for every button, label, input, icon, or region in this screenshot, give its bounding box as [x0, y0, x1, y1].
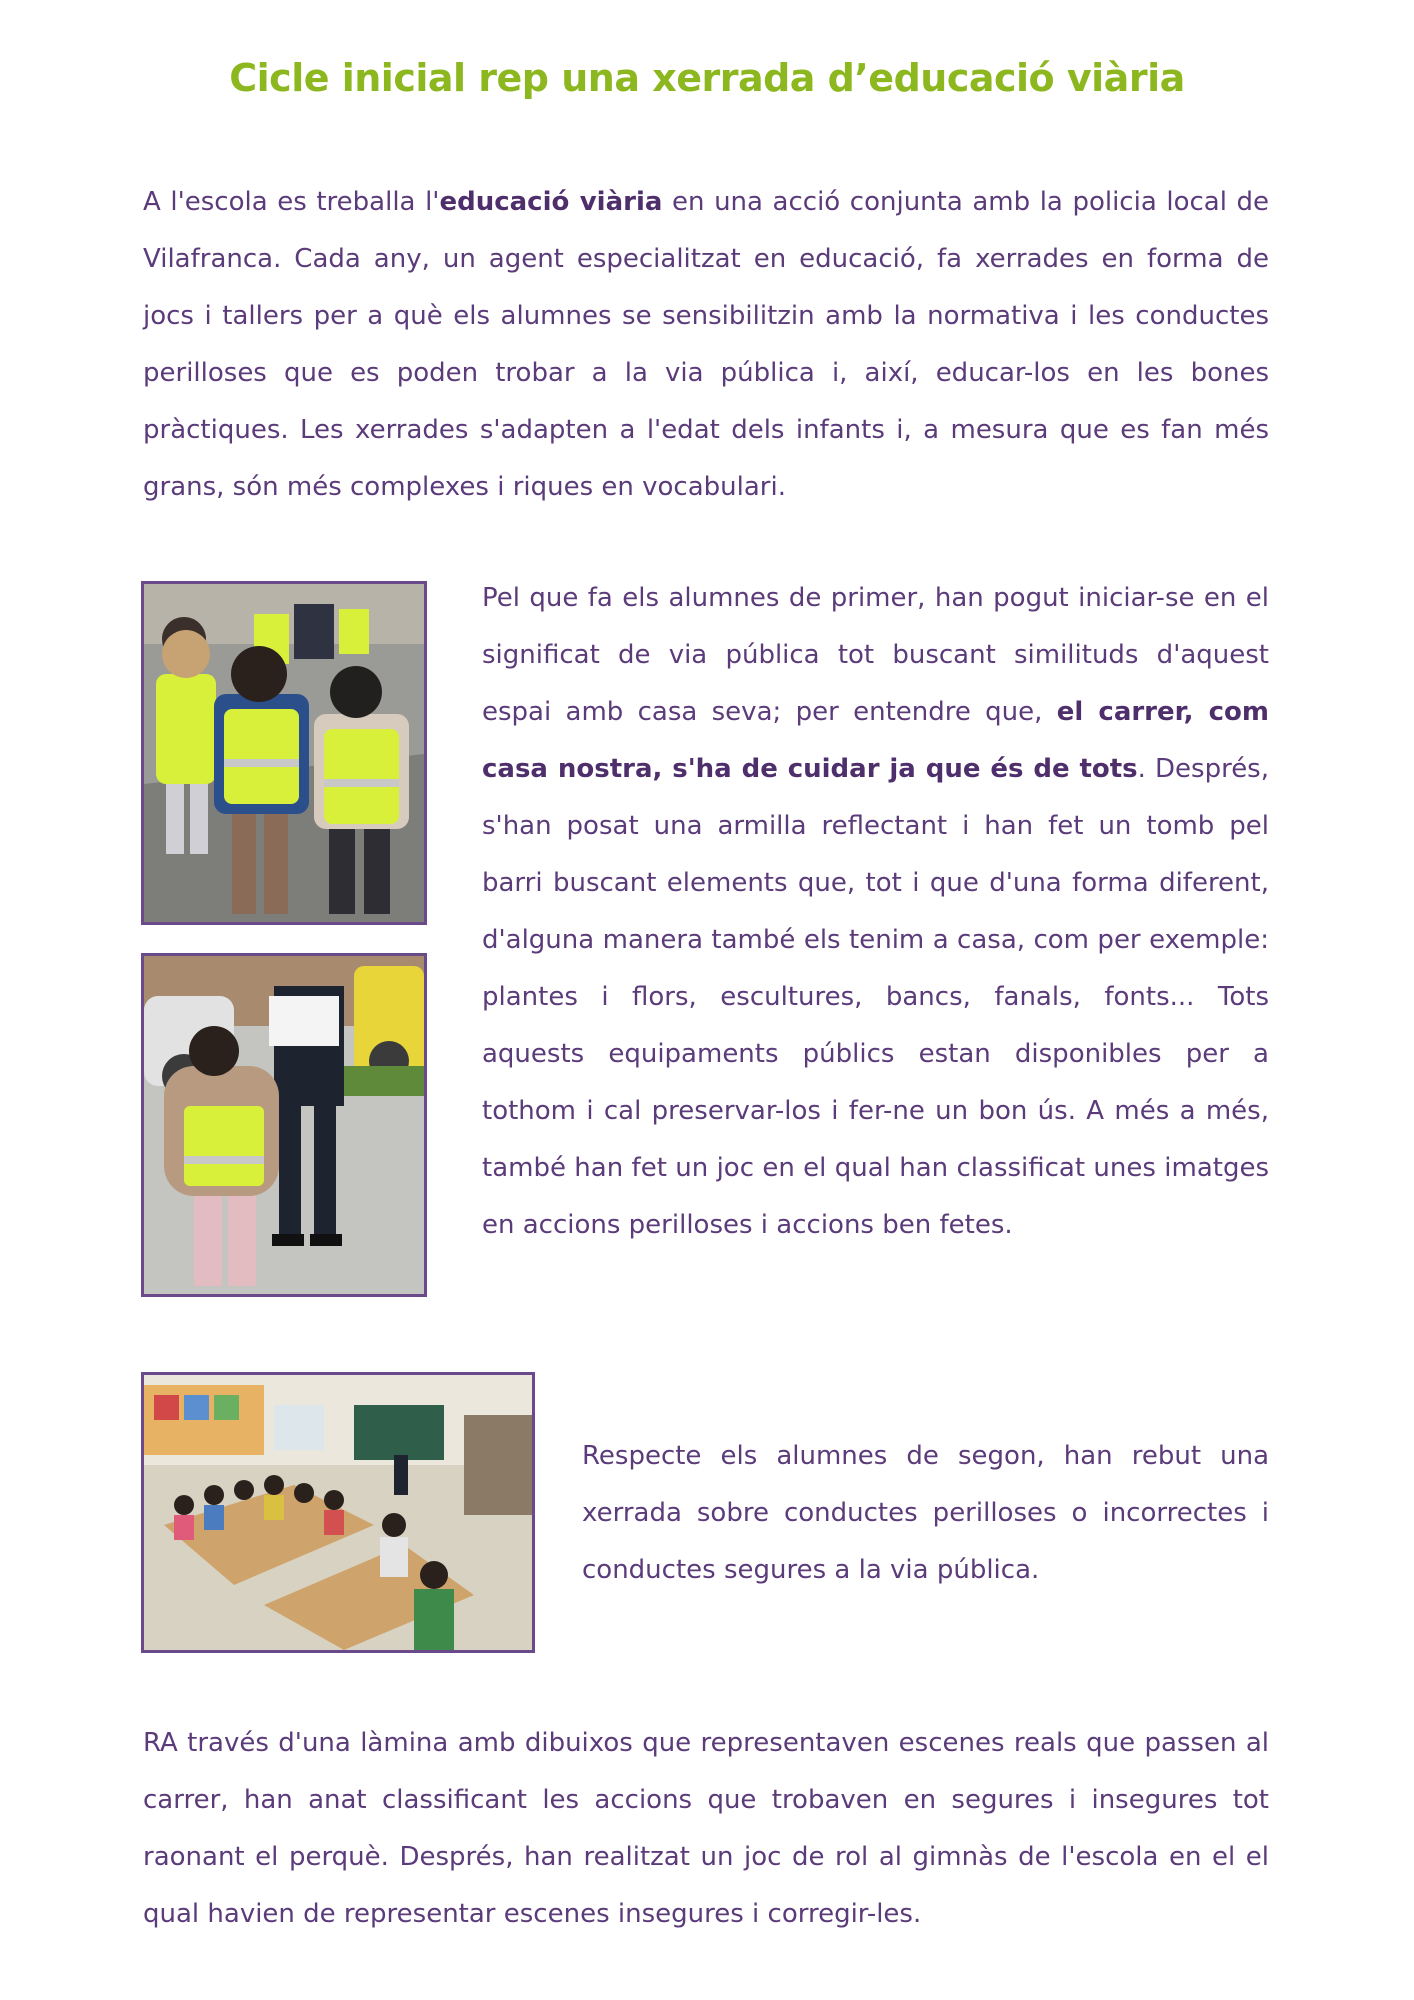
photo-children-walking-in-vests — [141, 581, 427, 925]
primer-paragraph: Pel que fa els alumnes de primer, han pogut iniciar-se en el significat de via pública tot buscant similituds d'aquest espai amb casa seva; per entendre que, el carrer, com casa nostra, s'ha de cuidar ja que és de tots. Després, s'han posat una armilla reflectant i han fet un tomb pel barri buscant elements que, tot i que d'una forma diferent, d'alguna manera també els tenim a casa, com per exemple: plantes i flors, escultures, bancs, fanals, fonts... Tots aquests equipaments públics estan disponibles per a tothom i cal preservar-los i fer-ne un bon ús. A més a més, també han fet un joc en el qual han classificat unes imatges en accions perilloses i accions ben fetes. — [482, 583, 1269, 1240]
photo-child-with-police-officer — [141, 953, 427, 1297]
segon-paragraph: Respecte els alumnes de segon, han rebut una xerrada sobre conductes perilloses o incorrectes i conductes segures a la via pública. — [582, 1441, 1269, 1585]
closing-paragraph: RA través d'una làmina amb dibuixos que representaven escenes reals que passen al carrer, han anat classificant les accions que trobaven en segures i insegures tot raonant el perquè. Després, han realitzat un joc de rol al gimnàs de l'escola en el el qual havien de representar escenes insegures i corregir-les. — [143, 1728, 1269, 1929]
intro-paragraph: A l'escola es treballa l'educació viària en una acció conjunta amb la policia local de Vilafranca. Cada any, un agent especialitzat en educació, fa xerrades en forma de jocs i tallers per a què els alumnes se sensibilitzin amb la normativa i les conductes perilloses que es poden trobar a la via pública i, així, educar-los en les bones pràctiques. Les xerrades s'adapten a l'edat dels infants i, a mesura que es fan més grans, són més complexes i riques en vocabulari. — [143, 187, 1270, 502]
page-title: Cicle inicial rep una xerrada d’educació viària — [229, 56, 1185, 100]
photo-classroom-talk — [141, 1372, 535, 1653]
